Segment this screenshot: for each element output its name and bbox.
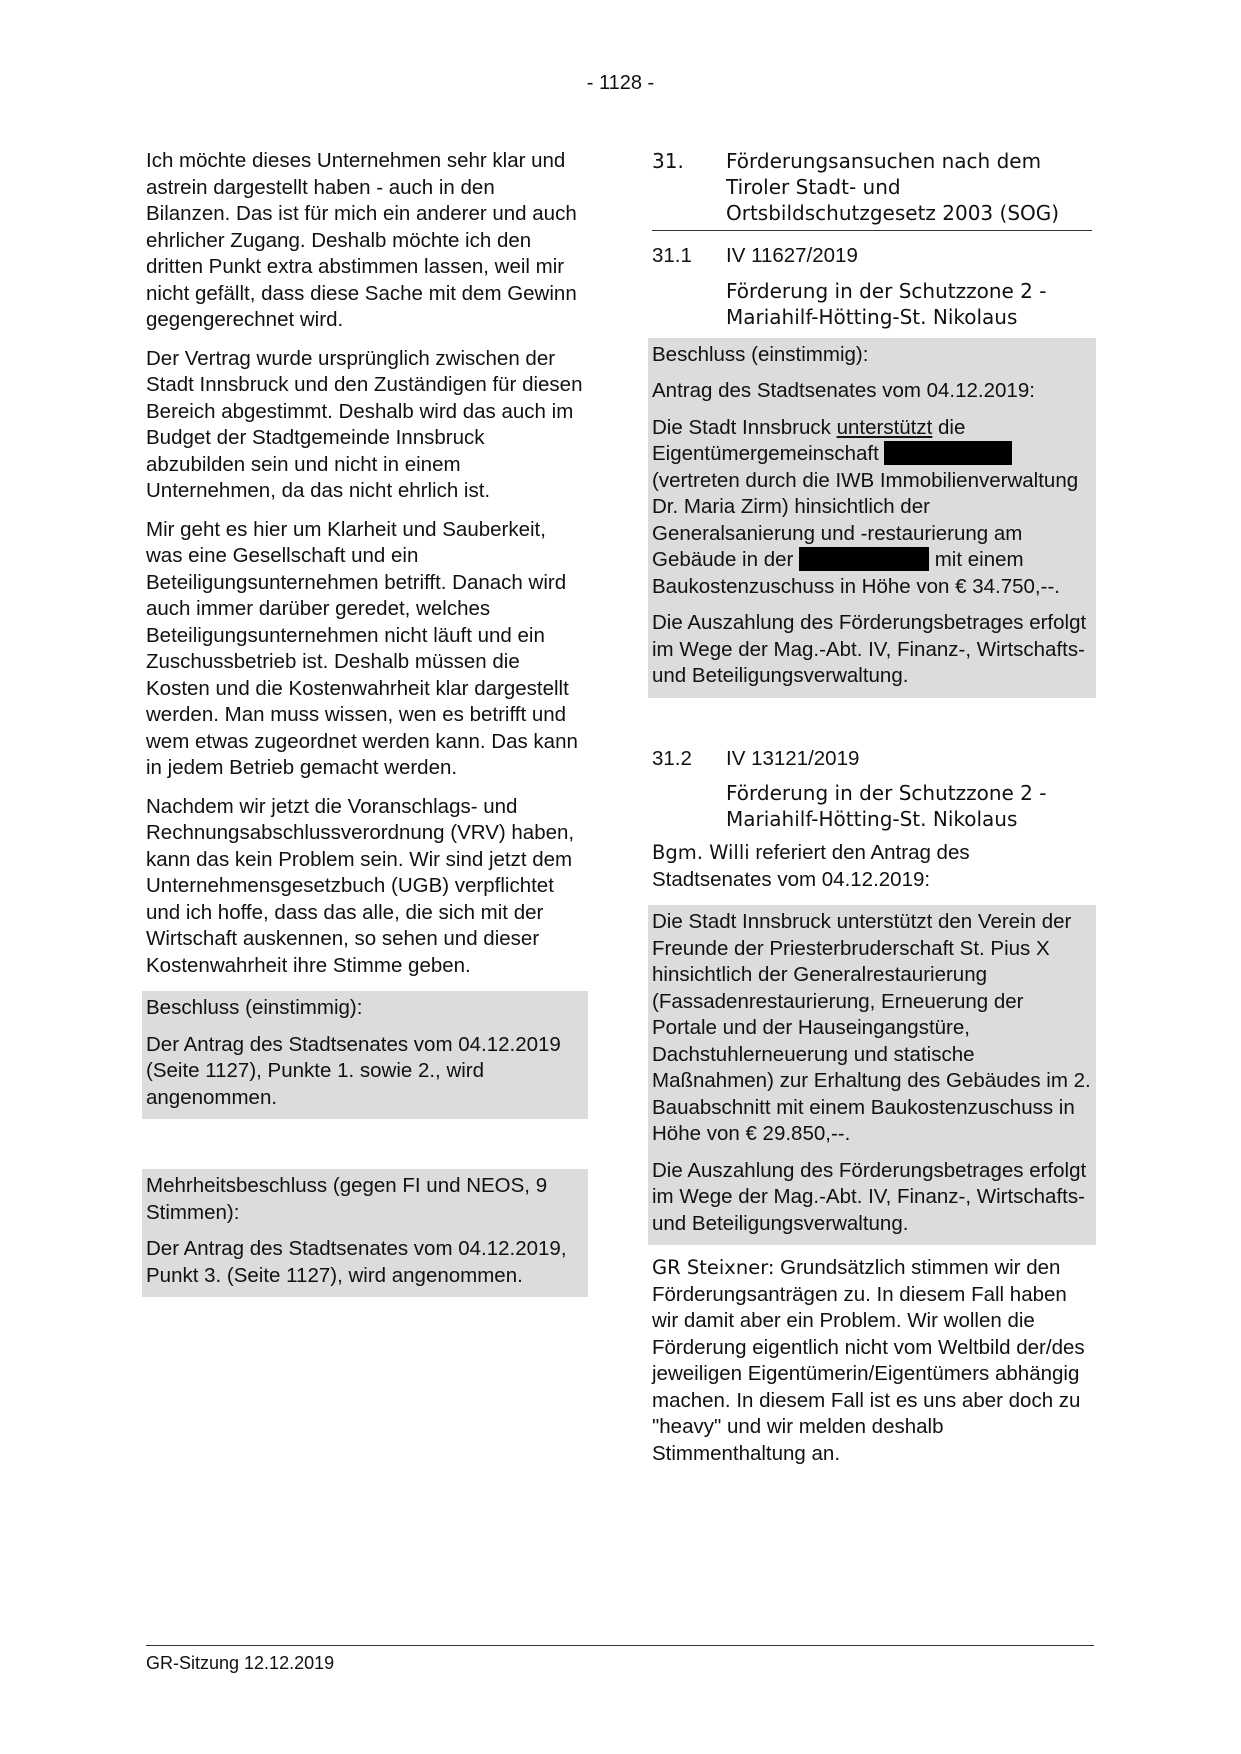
item-subtitle: Förderung in der Schutzzone 2 - Mariahilf-Hötting-St. Nikolaus bbox=[726, 278, 1047, 329]
payment-text: Die Auszahlung des Förderungsbetrages erfolgt im Wege der Mag.-Abt. IV, Finanz-, Wirtschafts- und Beteiligungsverwaltung. bbox=[652, 1158, 1087, 1235]
redaction-bar bbox=[799, 547, 929, 571]
item-code: IV 11627/2019 bbox=[726, 244, 858, 267]
resolution-text: Der Antrag des Stadtsenates vom 04.12.2019, Punkt 3. (Seite 1127), wird angenommen. bbox=[146, 1237, 567, 1287]
item-heading bbox=[652, 746, 1092, 773]
text-part: Die Stadt Innsbruck bbox=[652, 415, 831, 439]
item-number: 31.2 bbox=[652, 746, 692, 770]
resolution-heading: Beschluss (einstimmig): bbox=[146, 996, 363, 1019]
speaker: GR Steixner: bbox=[652, 1256, 775, 1279]
statement-text: Grundsätzlich stimmen wir den Förderungsanträgen zu. In diesem Fall haben wir damit aber ein Problem. Wir wollen die Förderung eigentlich nicht vom Weltbild der/des jeweiligen Eigentümerin/Eigentümers abhängig machen. In diesem Fall ist es uns aber doch zu "heavy" und wir melden deshalb Stimmenthaltung an. bbox=[652, 1256, 1085, 1465]
antrag-line: Antrag des Stadtsenates vom 04.12.2019: bbox=[652, 379, 1035, 402]
paragraph: Nachdem wir jetzt die Voranschlags- und Rechnungsabschlussverordnung (VRV) haben, kann das kein Problem sein. Wir sind jetzt dem Unternehmensgesetzbuch (UGB) verpflichtet und ich hoffe, dass das alle, die sich mit der Wirtschaft auskennen, so sehen und dieser Kostenwahrheit ihre Stimme geben. bbox=[146, 794, 575, 977]
referat-line bbox=[652, 840, 1092, 893]
item-subtitle: Förderung in der Schutzzone 2 - Mariahilf-Hötting-St. Nikolaus bbox=[726, 781, 1047, 831]
paragraph: Der Vertrag wurde ursprünglich zwischen der Stadt Innsbruck und den Zuständigen für diesen Bereich abgestimmt. Deshalb wird das auch im Budget der Stadtgemeinde Innsbruck abzubilden sein und nicht in einem Unternehmen, da das nicht ehrlich ist. bbox=[146, 346, 583, 502]
footer: GR-Sitzung 12.12.2019 bbox=[146, 1653, 335, 1673]
resolution-box bbox=[648, 338, 1096, 698]
motion-box bbox=[648, 905, 1096, 1245]
section-title: Förderungsansuchen nach dem Tiroler Stadt- und Ortsbildschutzgesetz 2003 (SOG) bbox=[726, 149, 1060, 225]
section-heading bbox=[652, 148, 1092, 231]
item-number: 31.1 bbox=[652, 244, 692, 267]
majority-resolution-box bbox=[142, 1169, 588, 1297]
speaker: Bgm. Willi bbox=[652, 841, 750, 864]
resolution-heading: Beschluss (einstimmig): bbox=[652, 342, 869, 366]
footer-divider bbox=[146, 1645, 1094, 1646]
redaction-bar bbox=[884, 441, 1012, 465]
text-part: die Eigentümergemeinschaft bbox=[652, 415, 966, 465]
page-number: - 1128 - bbox=[586, 72, 655, 94]
resolution-box bbox=[142, 991, 588, 1119]
motion-text: Die Stadt Innsbruck unterstützt den Verein der Freunde der Priesterbruderschaft St. Pius X hinsichtlich der Generalrestaurierung (Fassadenrestaurierung, Erneuerung der Portale und der Hauseingangstüre, Dachstuhlerneuerung und statische Maßnahmen) zur Erhaltung des Gebäudes im 2. Bauabschnitt mit einem Baukostenzuschuss in Höhe von € 29.850,--. bbox=[652, 910, 1091, 1145]
item-heading bbox=[652, 243, 1092, 270]
paragraph: Mir geht es hier um Klarheit und Sauberkeit, was eine Gesellschaft und ein Beteiligungsunternehmen betrifft. Danach wird auch immer darüber geredet, welches Beteiligungsunternehmen nicht läuft und ein Zuschussbetrieb ist. Deshalb müssen die Kosten und die Kostenwahrheit klar dargestellt werden. Man muss wissen, wen es betrifft und wem etwas zugeordnet werden kann. Das kann in jedem Betrieb gemacht werden. bbox=[146, 517, 578, 779]
resolution-text: Der Antrag des Stadtsenates vom 04.12.2019 (Seite 1127), Punkte 1. sowie 2., wird angenommen. bbox=[146, 1032, 561, 1109]
left-column bbox=[146, 148, 584, 1297]
resolution-text bbox=[652, 415, 1092, 601]
underlined-word: unterstützt bbox=[836, 415, 933, 439]
text-part: mit einem Baukostenzuschuss in Höhe von € 34.750,--. bbox=[652, 548, 1060, 598]
text-part: (vertreten durch die IWB Immobilienverwaltung Dr. Maria Zirm) hinsichtlich der Generalsanierung und -restaurierung am Gebäude in der bbox=[652, 468, 1079, 571]
item-code: IV 13121/2019 bbox=[726, 746, 860, 770]
statement bbox=[652, 1255, 1092, 1467]
right-column bbox=[652, 148, 1092, 1479]
payment-text: Die Auszahlung des Förderungsbetrages erfolgt im Wege der Mag.-Abt. IV, Finanz-, Wirtschafts- und Beteiligungsverwaltung. bbox=[652, 611, 1087, 687]
paragraph: Ich möchte dieses Unternehmen sehr klar und astrein dargestellt haben - auch in den Bilanzen. Das ist für mich ein anderer und auch ehrlicher Zugang. Deshalb möchte ich den dritten Punkt extra abstimmen lassen, weil mir nicht gefällt, dass diese Sache mit dem Gewinn gegengerechnet wird. bbox=[146, 149, 577, 331]
section-number: 31. bbox=[652, 149, 684, 173]
text-part: referiert den Antrag des Stadtsenates vom 04.12.2019: bbox=[652, 841, 970, 891]
resolution-heading: Mehrheitsbeschluss (gegen FI und NEOS, 9 Stimmen): bbox=[146, 1174, 548, 1224]
